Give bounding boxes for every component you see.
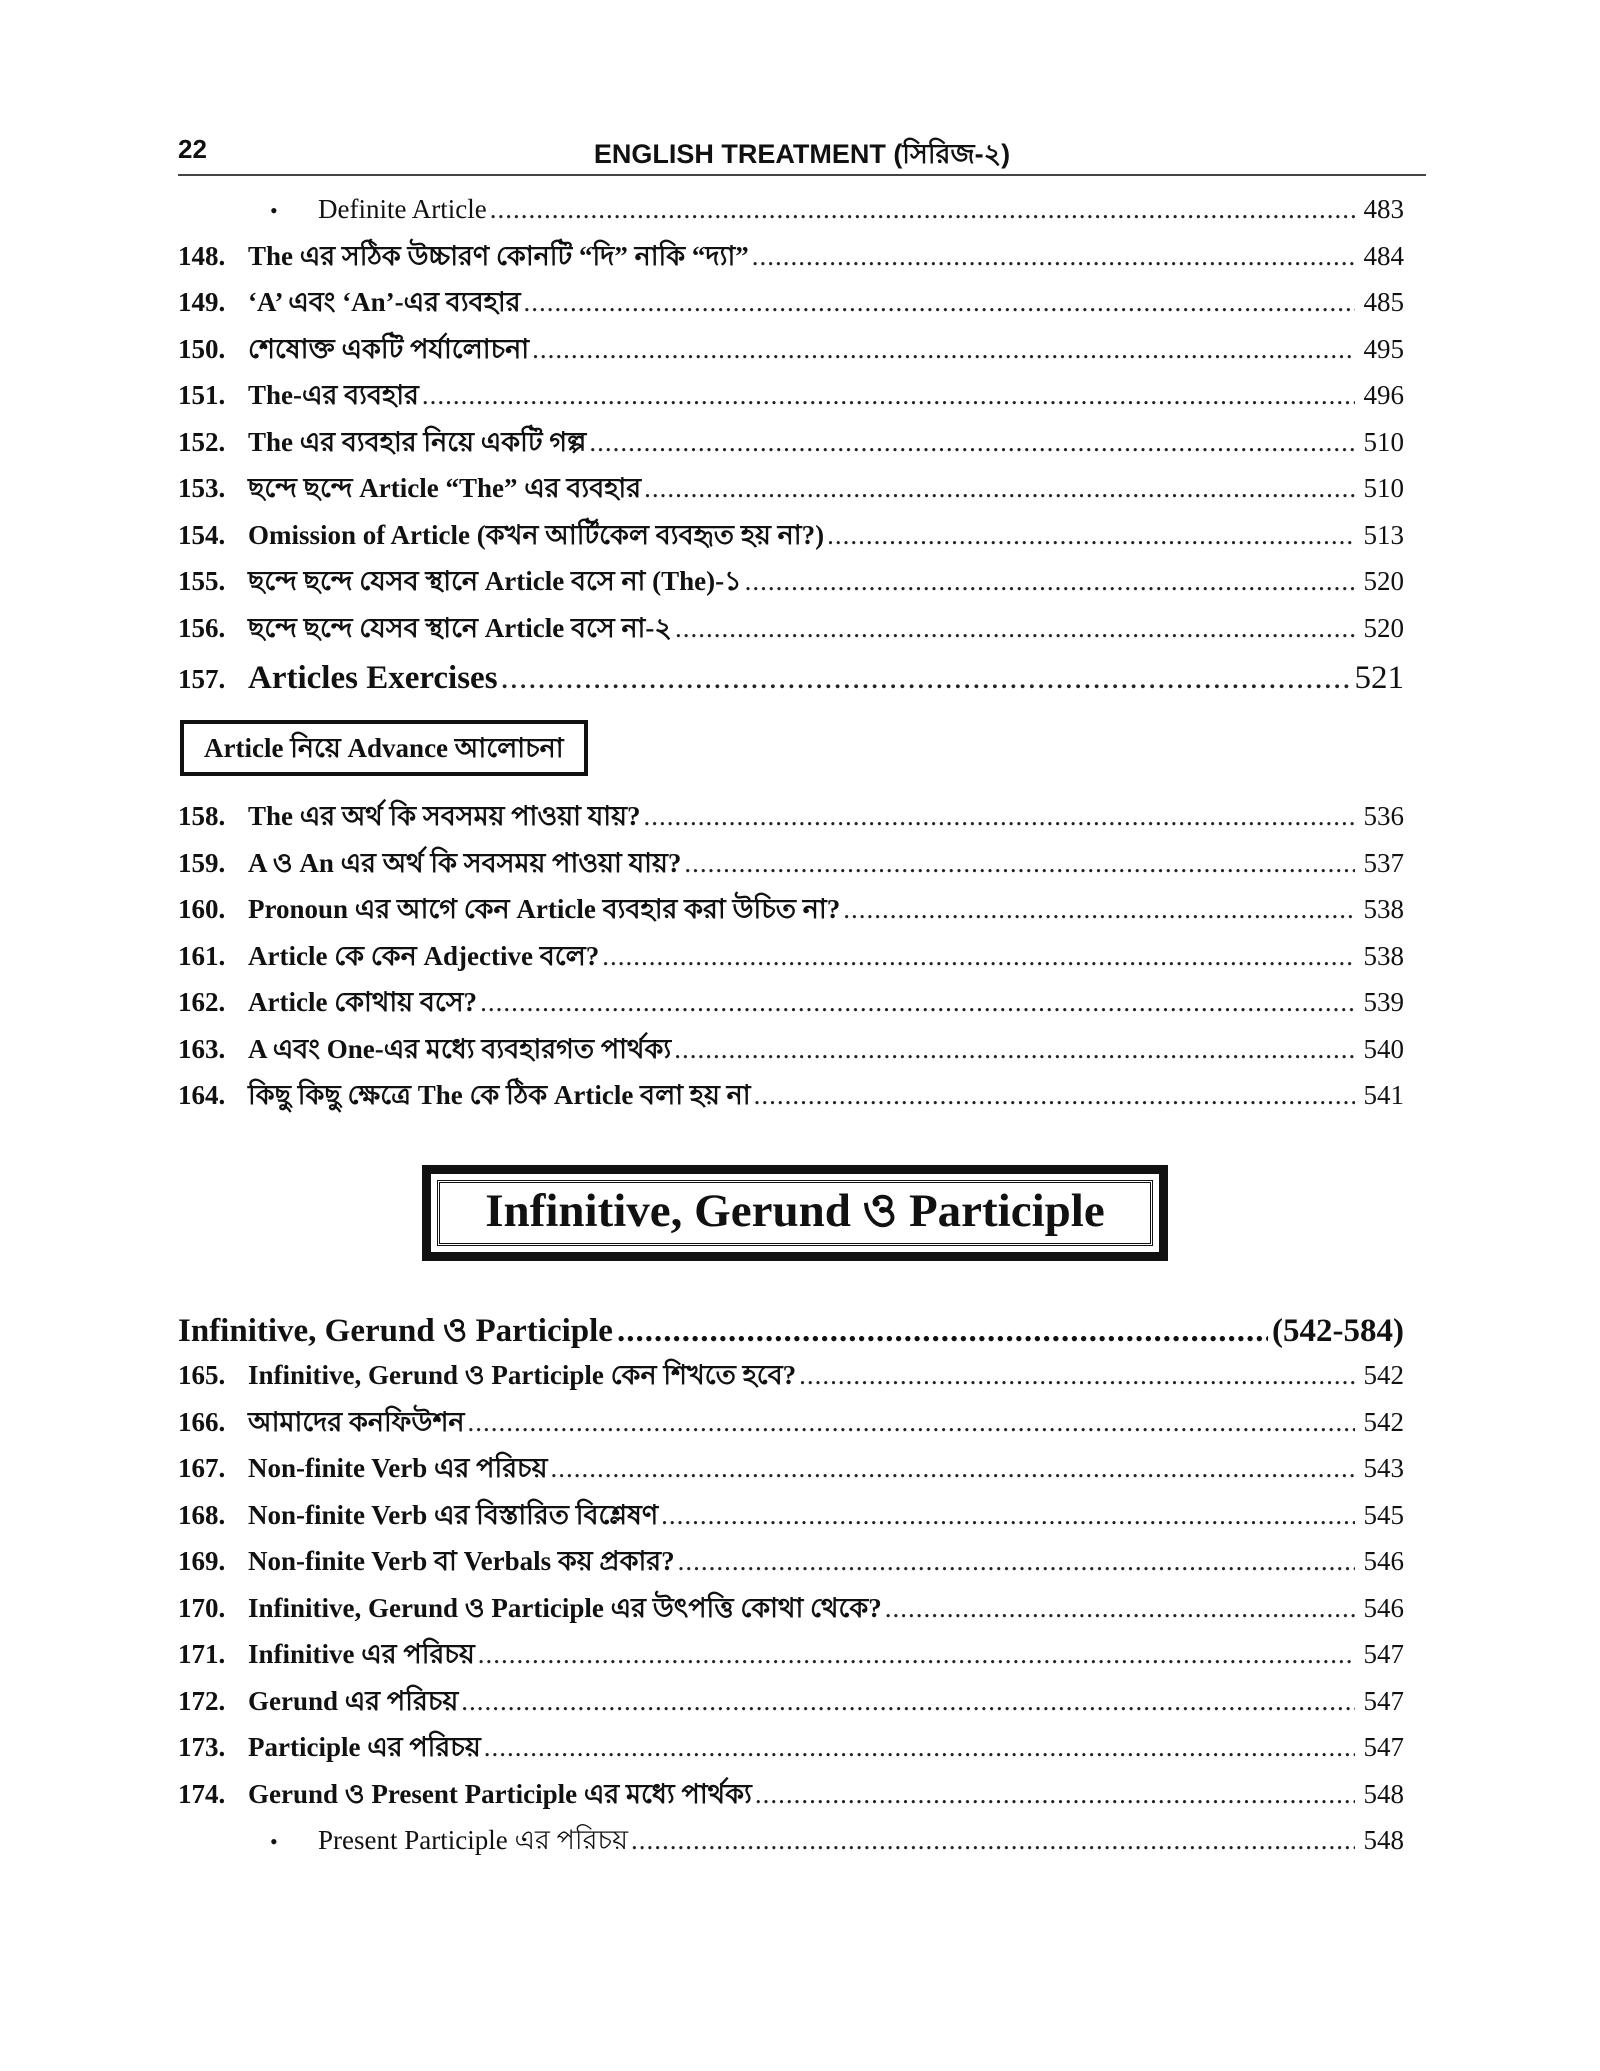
entry-number: 170. (178, 1592, 226, 1623)
leader-dots (478, 1631, 1355, 1678)
entry-number: 159. (178, 847, 226, 878)
entry-label: The এর অর্থ কি সবসময় পাওয়া যায়? (248, 801, 641, 831)
leader-dots (754, 1072, 1355, 1119)
toc-entry[interactable] (178, 419, 1404, 466)
leader-dots (675, 605, 1355, 652)
entry-label: Definite Article (318, 194, 487, 224)
entry-label: আমাদের কনফিউশন (248, 1406, 465, 1437)
entry-label: ছন্দে ছন্দে Article “The” এর ব্যবহার (248, 473, 642, 503)
page-number: 22 (178, 134, 207, 164)
entry-label: Article কে কেন Adjective বলে? (248, 940, 600, 971)
toc-entry[interactable] (178, 512, 1404, 559)
entry-label: The-এর ব্যবহার (248, 380, 419, 410)
entry-number: 152. (178, 426, 226, 457)
entry-label: Present Participle এর পরিচয় (318, 1825, 628, 1855)
toc-entry[interactable] (178, 840, 1404, 887)
entry-page-number: 496 (1363, 380, 1404, 410)
entry-page-number: 495 (1363, 333, 1404, 364)
entry-label: Non-finite Verb এর পরিচয় (248, 1453, 548, 1483)
entry-label: Infinitive, Gerund ও Participle কেন শিখতে হবে? (248, 1360, 797, 1390)
leader-dots (885, 1585, 1355, 1632)
entry-page-number: 545 (1363, 1499, 1404, 1530)
toc-entry[interactable] (178, 558, 1404, 605)
entry-number: 172. (178, 1685, 226, 1716)
entry-number: 165. (178, 1360, 226, 1390)
toc-entry[interactable] (178, 1072, 1404, 1119)
running-header (178, 134, 1426, 176)
toc-entry[interactable] (178, 651, 1404, 705)
toc-list-infinitive (178, 1352, 1404, 1864)
entry-label: Infinitive, Gerund ও Participle এর উৎপত্তি কোথা থেকে? (248, 1592, 882, 1623)
leader-dots (422, 372, 1355, 419)
toc-entry[interactable] (178, 1585, 1404, 1632)
leader-dots (501, 651, 1352, 705)
entry-page-number: 538 (1363, 940, 1404, 971)
leader-dots (661, 1492, 1355, 1539)
toc-entry[interactable] (178, 1817, 1404, 1864)
section-page-range: (542-584) (1272, 1313, 1404, 1349)
leader-dots (678, 1538, 1355, 1585)
entry-label: ছন্দে ছন্দে যেসব স্থানে Article বসে না (The)-১ (248, 566, 742, 596)
leader-dots (644, 793, 1355, 840)
toc-entry[interactable] (178, 1352, 1404, 1399)
entry-label: The এর ব্যবহার নিয়ে একটি গল্প (248, 426, 587, 457)
entry-page-number: 546 (1363, 1546, 1404, 1576)
entry-label: Participle এর পরিচয় (248, 1732, 481, 1762)
entry-page-number: 547 (1363, 1685, 1404, 1716)
entry-number: 161. (178, 940, 226, 971)
entry-number: 168. (178, 1499, 226, 1530)
leader-dots (468, 1399, 1355, 1446)
leader-dots (490, 186, 1355, 233)
chapter-title: Infinitive, Gerund ও Participle (437, 1180, 1153, 1246)
entry-page-number: 548 (1363, 1778, 1404, 1809)
entry-page-number: 484 (1363, 240, 1404, 271)
entry-number: 154. (178, 519, 226, 550)
entry-label: A ও An এর অর্থ কি সবসময় পাওয়া যায়? (248, 847, 682, 878)
leader-dots (745, 558, 1355, 605)
entry-number: 151. (178, 380, 226, 410)
entry-page-number: 510 (1363, 473, 1404, 503)
toc-entry[interactable] (178, 279, 1404, 326)
entry-number: 164. (178, 1080, 226, 1110)
entry-page-number: 547 (1363, 1639, 1404, 1669)
entry-label: Gerund এর পরিচয় (248, 1685, 459, 1716)
entry-number: 148. (178, 240, 226, 271)
entry-number: 169. (178, 1546, 226, 1576)
chapter-title-box (422, 1165, 1168, 1261)
section-label: Infinitive, Gerund ও Participle (178, 1313, 613, 1349)
entry-page-number: 548 (1363, 1825, 1404, 1855)
leader-dots (484, 1724, 1355, 1771)
entry-number: 155. (178, 566, 226, 596)
entry-page-number: 540 (1363, 1033, 1404, 1064)
entry-page-number: 483 (1363, 194, 1404, 224)
toc-entry[interactable] (178, 1445, 1404, 1492)
leader-dots (843, 886, 1355, 933)
entry-label: Gerund ও Present Participle এর মধ্যে পার্থক্য (248, 1778, 752, 1809)
leader-dots (755, 1771, 1355, 1818)
entry-label: Article কোথায় বসে? (248, 987, 478, 1017)
toc-entry[interactable] (178, 1771, 1404, 1818)
toc-entry[interactable] (178, 326, 1404, 373)
leader-dots (674, 1026, 1355, 1073)
entry-label: Pronoun এর আগে কেন Article ব্যবহার করা উচিত না? (248, 894, 841, 924)
entry-label: শেষোক্ত একটি পর্যালোচনা (248, 333, 530, 364)
entry-label: Articles Exercises (248, 660, 498, 696)
entry-page-number: 542 (1363, 1360, 1404, 1390)
entry-number: 174. (178, 1778, 226, 1809)
entry-number: 163. (178, 1033, 226, 1064)
entry-number: 171. (178, 1639, 226, 1669)
entry-number: 150. (178, 333, 226, 364)
leader-dots (602, 933, 1355, 980)
leader-dots (461, 1678, 1355, 1725)
toc-entry[interactable] (178, 886, 1404, 933)
toc-entry[interactable] (178, 1724, 1404, 1771)
leader-dots (532, 326, 1355, 373)
toc-entry[interactable] (178, 1631, 1404, 1678)
toc-entry[interactable] (178, 233, 1404, 280)
entry-page-number: 510 (1363, 426, 1404, 457)
entry-label: ছন্দে ছন্দে যেসব স্থানে Article বসে না-২ (248, 612, 672, 643)
entry-label: Non-finite Verb এর বিস্তারিত বিশ্লেষণ (248, 1499, 659, 1530)
entry-page-number: 543 (1363, 1453, 1404, 1483)
bullet-icon: • (270, 198, 278, 223)
toc-entry[interactable] (178, 186, 1404, 233)
toc-entry[interactable] (178, 605, 1404, 652)
leader-dots (799, 1352, 1355, 1399)
entry-label: The এর সঠিক উচ্চারণ কোনটি “দি” নাকি “দ্যা” (248, 240, 749, 271)
toc-entry[interactable] (178, 933, 1404, 980)
entry-page-number: 547 (1363, 1732, 1404, 1762)
entry-number: 158. (178, 801, 226, 831)
toc-entry[interactable] (178, 1538, 1404, 1585)
toc-entry[interactable] (178, 1492, 1404, 1539)
leader-dots (524, 279, 1355, 326)
entry-label: A এবং One-এর মধ্যে ব্যবহারগত পার্থক্য (248, 1033, 672, 1064)
book-title: ENGLISH TREATMENT (সিরিজ-২) (593, 139, 1011, 169)
entry-label: কিছু কিছু ক্ষেত্রে The কে ঠিক Article বলা হয় না (248, 1080, 751, 1110)
toc-entry[interactable] (178, 793, 1404, 840)
entry-page-number: 536 (1363, 801, 1404, 831)
toc-entry[interactable] (178, 1678, 1404, 1725)
leader-dots (631, 1817, 1355, 1864)
entry-label: Omission of Article (কখন আর্টিকেল ব্যবহৃত হয় না?) (248, 519, 825, 550)
entry-page-number: 520 (1363, 612, 1404, 643)
advance-section-label: Article নিয়ে Advance আলোচনা (204, 733, 564, 763)
entry-number: 149. (178, 287, 226, 317)
leader-dots (684, 840, 1355, 887)
toc-entry[interactable] (178, 372, 1404, 419)
toc-list-advance (178, 793, 1404, 1119)
leader-dots (617, 1313, 1268, 1350)
leader-dots (752, 233, 1355, 280)
bullet-icon: • (270, 1829, 278, 1854)
entry-page-number: 542 (1363, 1406, 1404, 1437)
entry-page-number: 520 (1363, 566, 1404, 596)
leader-dots (827, 512, 1355, 559)
entry-number: 162. (178, 987, 226, 1017)
entry-page-number: 537 (1363, 847, 1404, 878)
entry-label: ‘A’ এবং ‘An’-এর ব্যবহার (248, 287, 521, 317)
entry-label: Non-finite Verb বা Verbals কয় প্রকার? (248, 1546, 675, 1576)
entry-number: 167. (178, 1453, 226, 1483)
leader-dots (644, 465, 1355, 512)
entry-page-number: 541 (1363, 1080, 1404, 1110)
entry-number: 157. (178, 664, 226, 694)
entry-page-number: 546 (1363, 1592, 1404, 1623)
entry-number: 153. (178, 473, 226, 503)
entry-number: 156. (178, 612, 226, 643)
entry-page-number: 485 (1363, 287, 1404, 317)
entry-label: Infinitive এর পরিচয় (248, 1639, 475, 1669)
entry-page-number: 513 (1363, 519, 1404, 550)
entry-number: 160. (178, 894, 226, 924)
toc-entry[interactable] (178, 1399, 1404, 1446)
leader-dots (551, 1445, 1355, 1492)
toc-entry[interactable] (178, 1026, 1404, 1073)
entry-page-number: 521 (1354, 660, 1404, 696)
toc-entry[interactable] (178, 979, 1404, 1026)
entry-number: 173. (178, 1732, 226, 1762)
entry-number: 166. (178, 1406, 226, 1437)
toc-entry[interactable] (178, 465, 1404, 512)
entry-page-number: 539 (1363, 987, 1404, 1017)
leader-dots (480, 979, 1355, 1026)
leader-dots (589, 419, 1355, 466)
toc-list-articles (178, 186, 1404, 705)
entry-page-number: 538 (1363, 894, 1404, 924)
advance-section-heading (180, 720, 588, 776)
